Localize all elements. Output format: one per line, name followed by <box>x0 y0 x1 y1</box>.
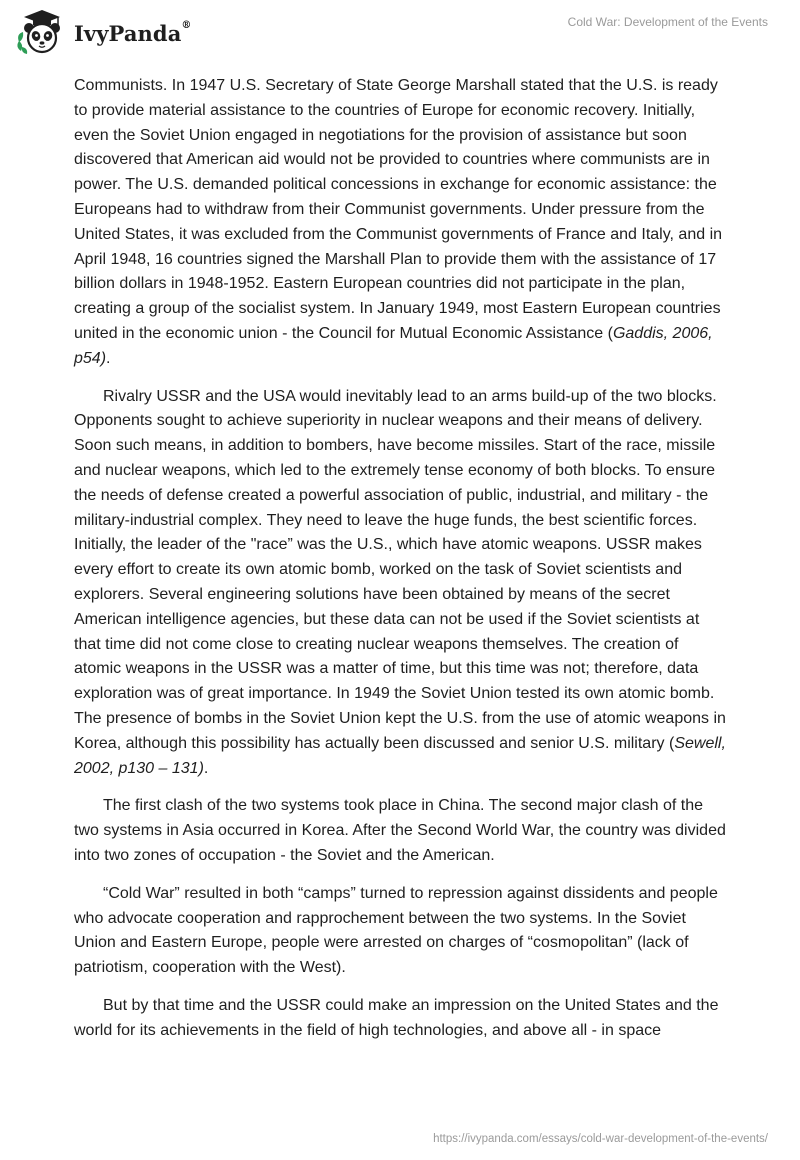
ivypanda-logo[interactable] <box>14 8 192 56</box>
source-url[interactable]: https://ivypanda.com/essays/cold-war-development-of-the-events/ <box>433 1133 768 1145</box>
brand-name: IvyPanda® <box>74 19 192 46</box>
page-header <box>0 0 800 66</box>
essay-body <box>74 74 726 1056</box>
paragraph: Communists. In 1947 U.S. Secretary of State George Marshall stated that the U.S. is ready to provide material assistance to the countries of Europe for economic recovery. Initially, even the Soviet Union engaged in negotiations for the provision of assistance but soon discovered that American aid would not be provided to countries where communists are in power. The U.S. demanded political concessions in exchange for economic assistance: the Europeans had to withdraw from their Communist governments. Under pressure from the United States, it was excluded from the Communist governments of France and Italy, and in April 1948, 16 countries signed the Marshall Plan to provide them with the assistance of 17 billion dollars in 1948-1952. Eastern European countries did not participate in the plan, creating a group of the socialist system. In January 1949, most Eastern European countries united in the economic union - the Council for Mutual Economic Assistance (Gaddis, 2006, p54). <box>74 77 723 367</box>
paragraph: Rivalry USSR and the USA would inevitably lead to an arms build-up of the two blocks. Opponents sought to achieve superiority in nuclear weapons and their means of delivery. Soon such means, in addition to bombers, have become missiles. Start of the race, missile and nuclear weapons, which led to the extremely tense economy of both blocks. To ensure the needs of defense created a powerful association of public, industrial, and military - the military-industrial complex. They need to leave the huge funds, the best scientific forces. Initially, the leader of the "race” was the U.S., which have atomic weapons. USSR makes every effort to create its own atomic bomb, worked on the task of Soviet scientists and explorers. Several engineering solutions have been obtained by means of the secret American intelligence agencies, but these data can not be used if the Soviet scientists at that time did not come close to creating nuclear weapons themselves. The creation of atomic weapons in the USSR was a matter of time, but this time was not; therefore, data exploration was of great importance. In 1949 the Soviet Union tested its own atomic bomb. The presence of bombs in the Soviet Union kept the U.S. from the use of atomic weapons in Korea, although this possibility has actually been discussed and senior U.S. military (Sewell, 2002, p130 – 131). <box>74 387 726 777</box>
paragraph: The first clash of the two systems took place in China. The second major clash of the two systems in Asia occurred in Korea. After the Second World War, the country was divided into two zones of occupation - the Soviet and the American. <box>74 797 726 864</box>
document-title: Cold War: Development of the Events <box>567 15 768 29</box>
citation: Gaddis, 2006, p54) <box>74 324 713 367</box>
paragraph: “Cold War” resulted in both “camps” turned to repression against dissidents and people who advocate cooperation and rapprochement between the two systems. In the Soviet Union and Eastern Europe, people were arrested on charges of “cosmopolitan” (lack of patriotism, cooperation with the West). <box>74 884 718 977</box>
paragraph: But by that time and the USSR could make an impression on the United States and the world for its achievements in the field of high technologies, and above all - in space <box>74 996 719 1039</box>
panda-graduate-logo-icon <box>14 8 70 56</box>
citation: Sewell, 2002, p130 – 131) <box>74 734 726 777</box>
registered-mark: ® <box>181 19 192 31</box>
